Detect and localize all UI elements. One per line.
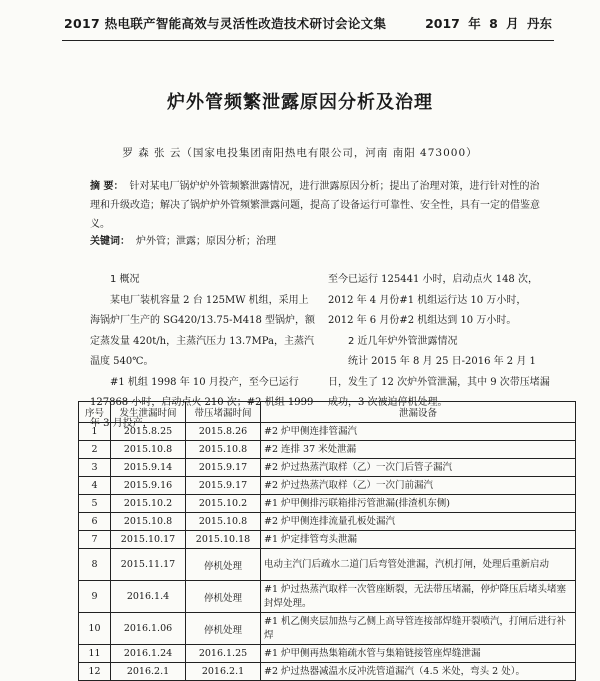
- keywords-text: 炉外管；泄露；原因分析；治理: [136, 236, 276, 247]
- table-row: [79, 495, 576, 513]
- cell-no: 6: [79, 513, 111, 531]
- cell-plug-time: 2015.9.17: [186, 459, 261, 477]
- cell-no: 9: [79, 581, 111, 613]
- cell-leak-time: 2015.11.17: [111, 549, 186, 581]
- cell-no: 3: [79, 459, 111, 477]
- cell-no: 5: [79, 495, 111, 513]
- cell-equipment: #1 机乙侧夹层加热与乙侧上高导管连接部焊缝开裂喷汽，打闸后进行补焊: [261, 613, 576, 645]
- cell-leak-time: 2016.1.24: [111, 645, 186, 663]
- cell-plug-time: 2015.10.8: [186, 441, 261, 459]
- keywords: [90, 234, 548, 250]
- cell-plug-time: 2015.10.2: [186, 495, 261, 513]
- section1-heading: 1 概况: [110, 274, 140, 285]
- table-row: [79, 549, 576, 581]
- table-row: [79, 513, 576, 531]
- section2-paragraph-1: 统计 2015 年 8 月 25 日-2016 年 2 月 1 日，发生了 12 次炉外管泄漏，其中 9 次带压堵漏成功，3 次被迫停机处理。: [328, 356, 550, 408]
- col-header-no: 序号: [79, 402, 111, 423]
- table-row: [79, 441, 576, 459]
- table-row: [79, 531, 576, 549]
- running-header-left: 2017 热电联产智能高效与灵活性改造技术研讨会论文集: [64, 16, 387, 31]
- cell-plug-time: 2015.10.8: [186, 513, 261, 531]
- cell-leak-time: 2015.8.25: [111, 423, 186, 441]
- cell-no: 12: [79, 663, 111, 681]
- cell-equipment: #2 炉过热器减温水反冲洗管道漏汽（4.5 米处，弯头 2 处）。: [261, 663, 576, 681]
- cell-equipment: 电动主汽门后疏水二道门后弯管处泄漏，汽机打闸，处理后重新启动: [261, 549, 576, 581]
- cell-plug-time: 停机处理: [186, 613, 261, 645]
- cell-plug-time: 2015.8.26: [186, 423, 261, 441]
- abstract-text: 针对某电厂锅炉炉外管频繁泄露情况，进行泄露原因分析；提出了治理对策，进行针对性的治理和升级改造；解决了锅炉炉外管频繁泄露问题，提高了设备运行可靠性、安全性，具有一定的借鉴意义。: [90, 181, 540, 230]
- col-header-leak-time: 发生泄漏时间: [111, 402, 186, 423]
- cell-equipment: #1 炉甲侧排污联箱排污管泄漏(排渣机东侧): [261, 495, 576, 513]
- table-row: [79, 613, 576, 645]
- cell-no: 7: [79, 531, 111, 549]
- section2-heading: 2 近几年炉外管泄露情况: [348, 335, 458, 347]
- cell-equipment: #2 炉过热蒸汽取样（乙）一次门后管子漏汽: [261, 459, 576, 477]
- cell-leak-time: 2016.2.1: [111, 663, 186, 681]
- table-row: [79, 645, 576, 663]
- cell-leak-time: 2015.10.2: [111, 495, 186, 513]
- table-row: [79, 423, 576, 441]
- right-column: [328, 270, 550, 414]
- cell-no: 4: [79, 477, 111, 495]
- table-row: [79, 459, 576, 477]
- cell-leak-time: 2015.9.16: [111, 477, 186, 495]
- cell-plug-time: 停机处理: [186, 581, 261, 613]
- running-header: [0, 0, 600, 46]
- cell-equipment: #1 炉定排管弯头泄漏: [261, 531, 576, 549]
- abstract-label: 摘 要：: [90, 181, 124, 192]
- cell-equipment: #2 炉过热蒸汽取样（乙）一次门前漏汽: [261, 477, 576, 495]
- section1-paragraph-2: #1 机组 1998 年 10 月投产，至今已运行 127868 小时，启动点火 210 次；#2 机组 1999 年 3 月投产，: [90, 376, 314, 429]
- cell-no: 11: [79, 645, 111, 663]
- cell-no: 10: [79, 613, 111, 645]
- header-rule: [62, 40, 554, 41]
- leak-table: [78, 401, 576, 681]
- running-header-right: 2017 年 8 月 丹东: [425, 16, 552, 31]
- cell-plug-time: 2016.1.25: [186, 645, 261, 663]
- cell-leak-time: 2015.10.17: [111, 531, 186, 549]
- cell-equipment: #2 炉甲侧连排管漏汽: [261, 423, 576, 441]
- cell-equipment: #1 炉甲侧再热集箱疏水管与集箱链接管座焊缝泄漏: [261, 645, 576, 663]
- cell-equipment: #1 炉过热蒸汽取样一次管座断裂，无法带压堵漏，停炉降压后堵头堵塞封焊处理。: [261, 581, 576, 613]
- col-header-equipment: 泄漏设备: [261, 402, 576, 423]
- table-header-row: [79, 402, 576, 423]
- cell-plug-time: 2015.10.18: [186, 531, 261, 549]
- cell-no: 1: [79, 423, 111, 441]
- abstract: [90, 177, 548, 234]
- cell-leak-time: 2016.1.4: [111, 581, 186, 613]
- section1-paragraph-1: 某电厂装机容量 2 台 125MW 机组，采用上海锅炉厂生产的 SG420/13.75-M418 型锅炉，额定蒸发量 420t/h，主蒸汽压力 13.7MPa，主蒸汽温度 540℃。: [90, 294, 315, 367]
- cell-plug-time: 停机处理: [186, 549, 261, 581]
- paper-title: 炉外管频繁泄露原因分析及治理: [167, 92, 433, 113]
- col-header-plug-time: 带压堵漏时间: [186, 402, 261, 423]
- table-row: [79, 663, 576, 681]
- cell-plug-time: 2016.2.1: [186, 663, 261, 681]
- paper-authors: 罗 森 张 云（国家电投集团南阳热电有限公司，河南 南阳 473000）: [122, 147, 478, 159]
- cell-no: 8: [79, 549, 111, 581]
- table-row: [79, 581, 576, 613]
- cell-leak-time: 2015.10.8: [111, 441, 186, 459]
- table-row: [79, 477, 576, 495]
- cell-leak-time: 2015.10.8: [111, 513, 186, 531]
- cell-leak-time: 2015.9.14: [111, 459, 186, 477]
- section1-continuation: 至今已运行 125441 小时，启动点火 148 次，2012 年 4 月份#1 机组运行达 10 万小时，2012 年 6 月份#2 机组达到 10 万小时。: [328, 274, 538, 326]
- cell-leak-time: 2016.1.06: [111, 613, 186, 645]
- keywords-label: 关键词：: [90, 236, 130, 247]
- cell-plug-time: 2015.9.17: [186, 477, 261, 495]
- cell-equipment: #2 炉甲侧连排流量孔板处漏汽: [261, 513, 576, 531]
- cell-equipment: #2 连排 37 米处泄漏: [261, 441, 576, 459]
- cell-no: 2: [79, 441, 111, 459]
